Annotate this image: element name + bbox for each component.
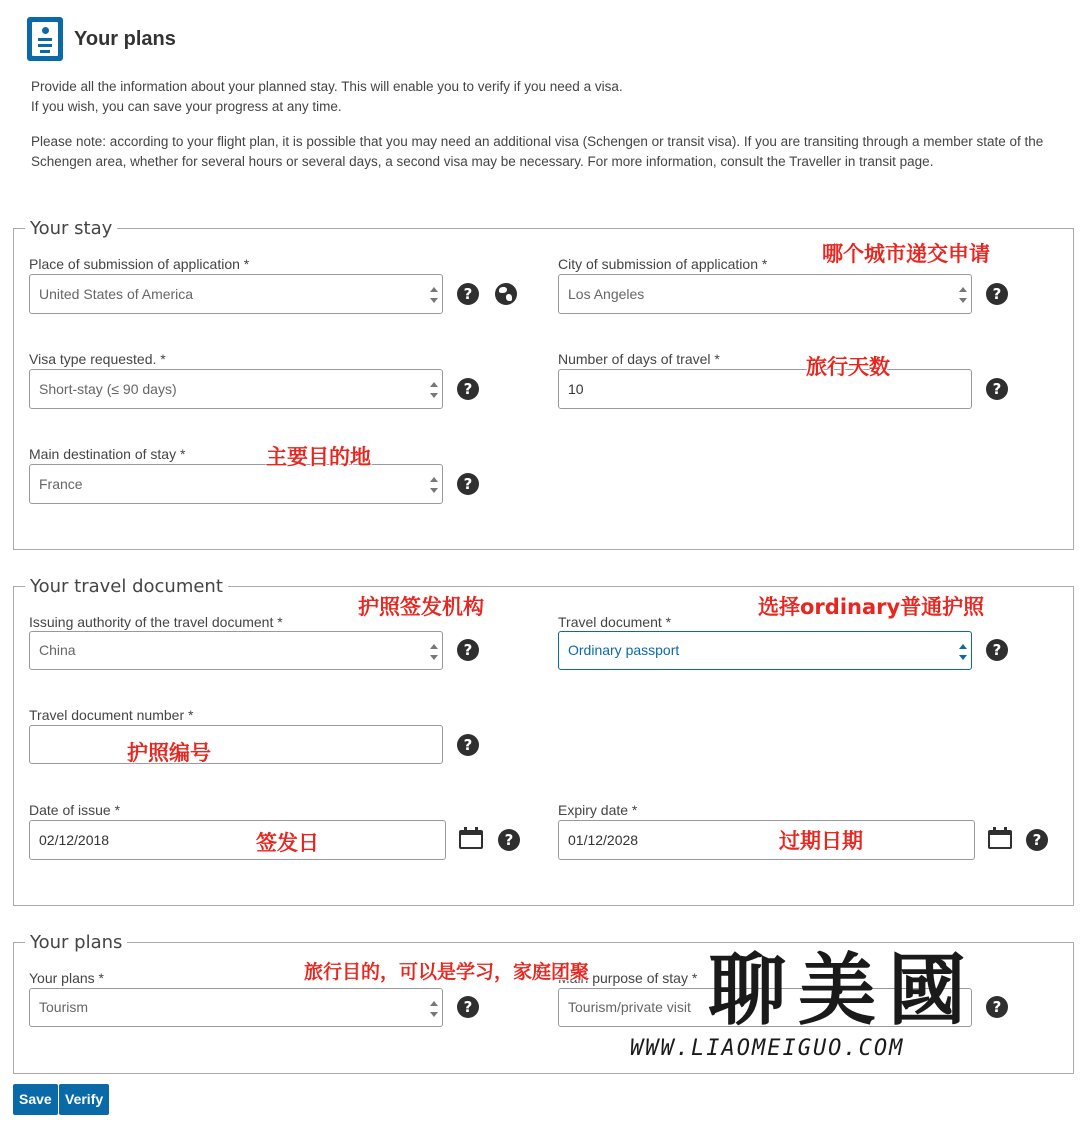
main-destination-select[interactable] [29,464,443,504]
help-icon[interactable]: ? [986,378,1008,400]
intro-text [31,77,1061,172]
help-icon[interactable]: ? [457,639,479,661]
main-destination-value: France [39,476,83,492]
site-watermark [630,928,1080,1063]
expiry-date-label: Expiry date * [558,802,638,818]
annotation-authority: 护照签发机构 [358,595,484,619]
annotation-number: 护照编号 [127,741,211,765]
your-stay-legend: Your stay [30,218,113,239]
page-header [27,16,176,62]
help-icon[interactable]: ? [457,283,479,305]
city-of-submission-label: City of submission of application * [558,256,768,272]
help-icon[interactable]: ? [498,829,520,851]
help-icon[interactable]: ? [457,473,479,495]
travel-document-type-label: Travel document * [558,614,672,630]
main-destination-label: Main destination of stay * [29,446,186,462]
select-arrows-icon [430,382,438,398]
place-of-submission-label: Place of submission of application * [29,256,250,272]
travel-document-type-select[interactable] [558,631,972,670]
days-of-travel-label: Number of days of travel * [558,351,720,367]
save-button[interactable]: Save [13,1084,58,1115]
document-number-label: Travel document number * [29,707,194,723]
issuing-authority-select[interactable] [29,631,443,670]
help-icon[interactable]: ? [986,639,1008,661]
verify-button[interactable]: Verify [59,1084,109,1115]
visa-type-value: Short-stay (≤ 90 days) [39,381,177,397]
days-of-travel-input[interactable]: 10 [558,369,972,409]
select-arrows-icon [430,644,438,660]
place-of-submission-select[interactable] [29,274,443,314]
select-arrows-icon [430,1001,438,1017]
annotation-city: 哪个城市递交申请 [822,242,990,266]
watermark-characters: 聊美國 [708,945,979,1036]
issuing-authority-label: Issuing authority of the travel document * [29,614,283,630]
city-of-submission-select[interactable] [558,274,972,314]
help-icon[interactable]: ? [986,283,1008,305]
visa-type-select[interactable] [29,369,443,409]
help-icon[interactable]: ? [1026,829,1048,851]
city-of-submission-value: Los Angeles [568,286,645,302]
annotation-purpose: 旅行目的，可以是学习，家庭团聚 [304,961,590,983]
visa-type-label: Visa type requested. * [29,351,166,367]
annotation-destination: 主要目的地 [266,445,371,469]
date-of-issue-label: Date of issue * [29,802,121,818]
intro-line-2: If you wish, you can save your progress at any time. [31,99,342,114]
intro-line-1: Provide all the information about your planned stay. This will enable you to verify if you need a visa. [31,79,623,94]
select-arrows-icon [430,477,438,493]
help-icon[interactable]: ? [986,996,1008,1018]
expiry-date-input[interactable]: 01/12/2028 [558,820,975,860]
issuing-authority-value: China [39,642,76,658]
your-plans-legend: Your plans [30,932,123,953]
main-purpose-label: Main purpose of stay * [558,970,698,986]
annotation-days: 旅行天数 [806,355,890,379]
globe-icon[interactable] [495,283,517,305]
travel-document-legend: Your travel document [30,576,223,597]
your-plans-select[interactable] [29,988,443,1027]
intro-note: Please note: according to your flight plan, it is possible that you may need an additional visa (Schengen or transit visa). If you are transiting through a member state of the Schengen area, whether for several hours or several days, a second visa may be necessary. For more information, consult the Traveller in transit page. [31,134,1044,169]
annotation-issue: 签发日 [256,831,319,855]
your-plans-value: Tourism [39,999,89,1015]
document-number-input[interactable] [29,725,443,764]
travel-document-type-value: Ordinary passport [568,642,680,658]
annotation-doc-type: 选择ordinary普通护照 [758,595,985,619]
annotation-expiry: 过期日期 [779,829,863,853]
page-title: Your plans [74,27,176,50]
select-arrows-icon [959,287,967,303]
calendar-icon[interactable] [459,827,483,849]
select-arrows-icon [959,644,967,660]
main-purpose-input[interactable]: Tourism/private visit [558,988,972,1027]
calendar-icon[interactable] [988,827,1012,849]
applicant-card-icon [27,17,63,61]
your-plans-label: Your plans * [29,970,104,986]
help-icon[interactable]: ? [457,734,479,756]
help-icon[interactable]: ? [457,378,479,400]
place-of-submission-value: United States of America [39,286,194,302]
date-of-issue-input[interactable]: 02/12/2018 [29,820,446,860]
select-arrows-icon [430,287,438,303]
help-icon[interactable]: ? [457,996,479,1018]
watermark-url: WWW.LIAOMEIGUO.COM [630,1036,905,1061]
